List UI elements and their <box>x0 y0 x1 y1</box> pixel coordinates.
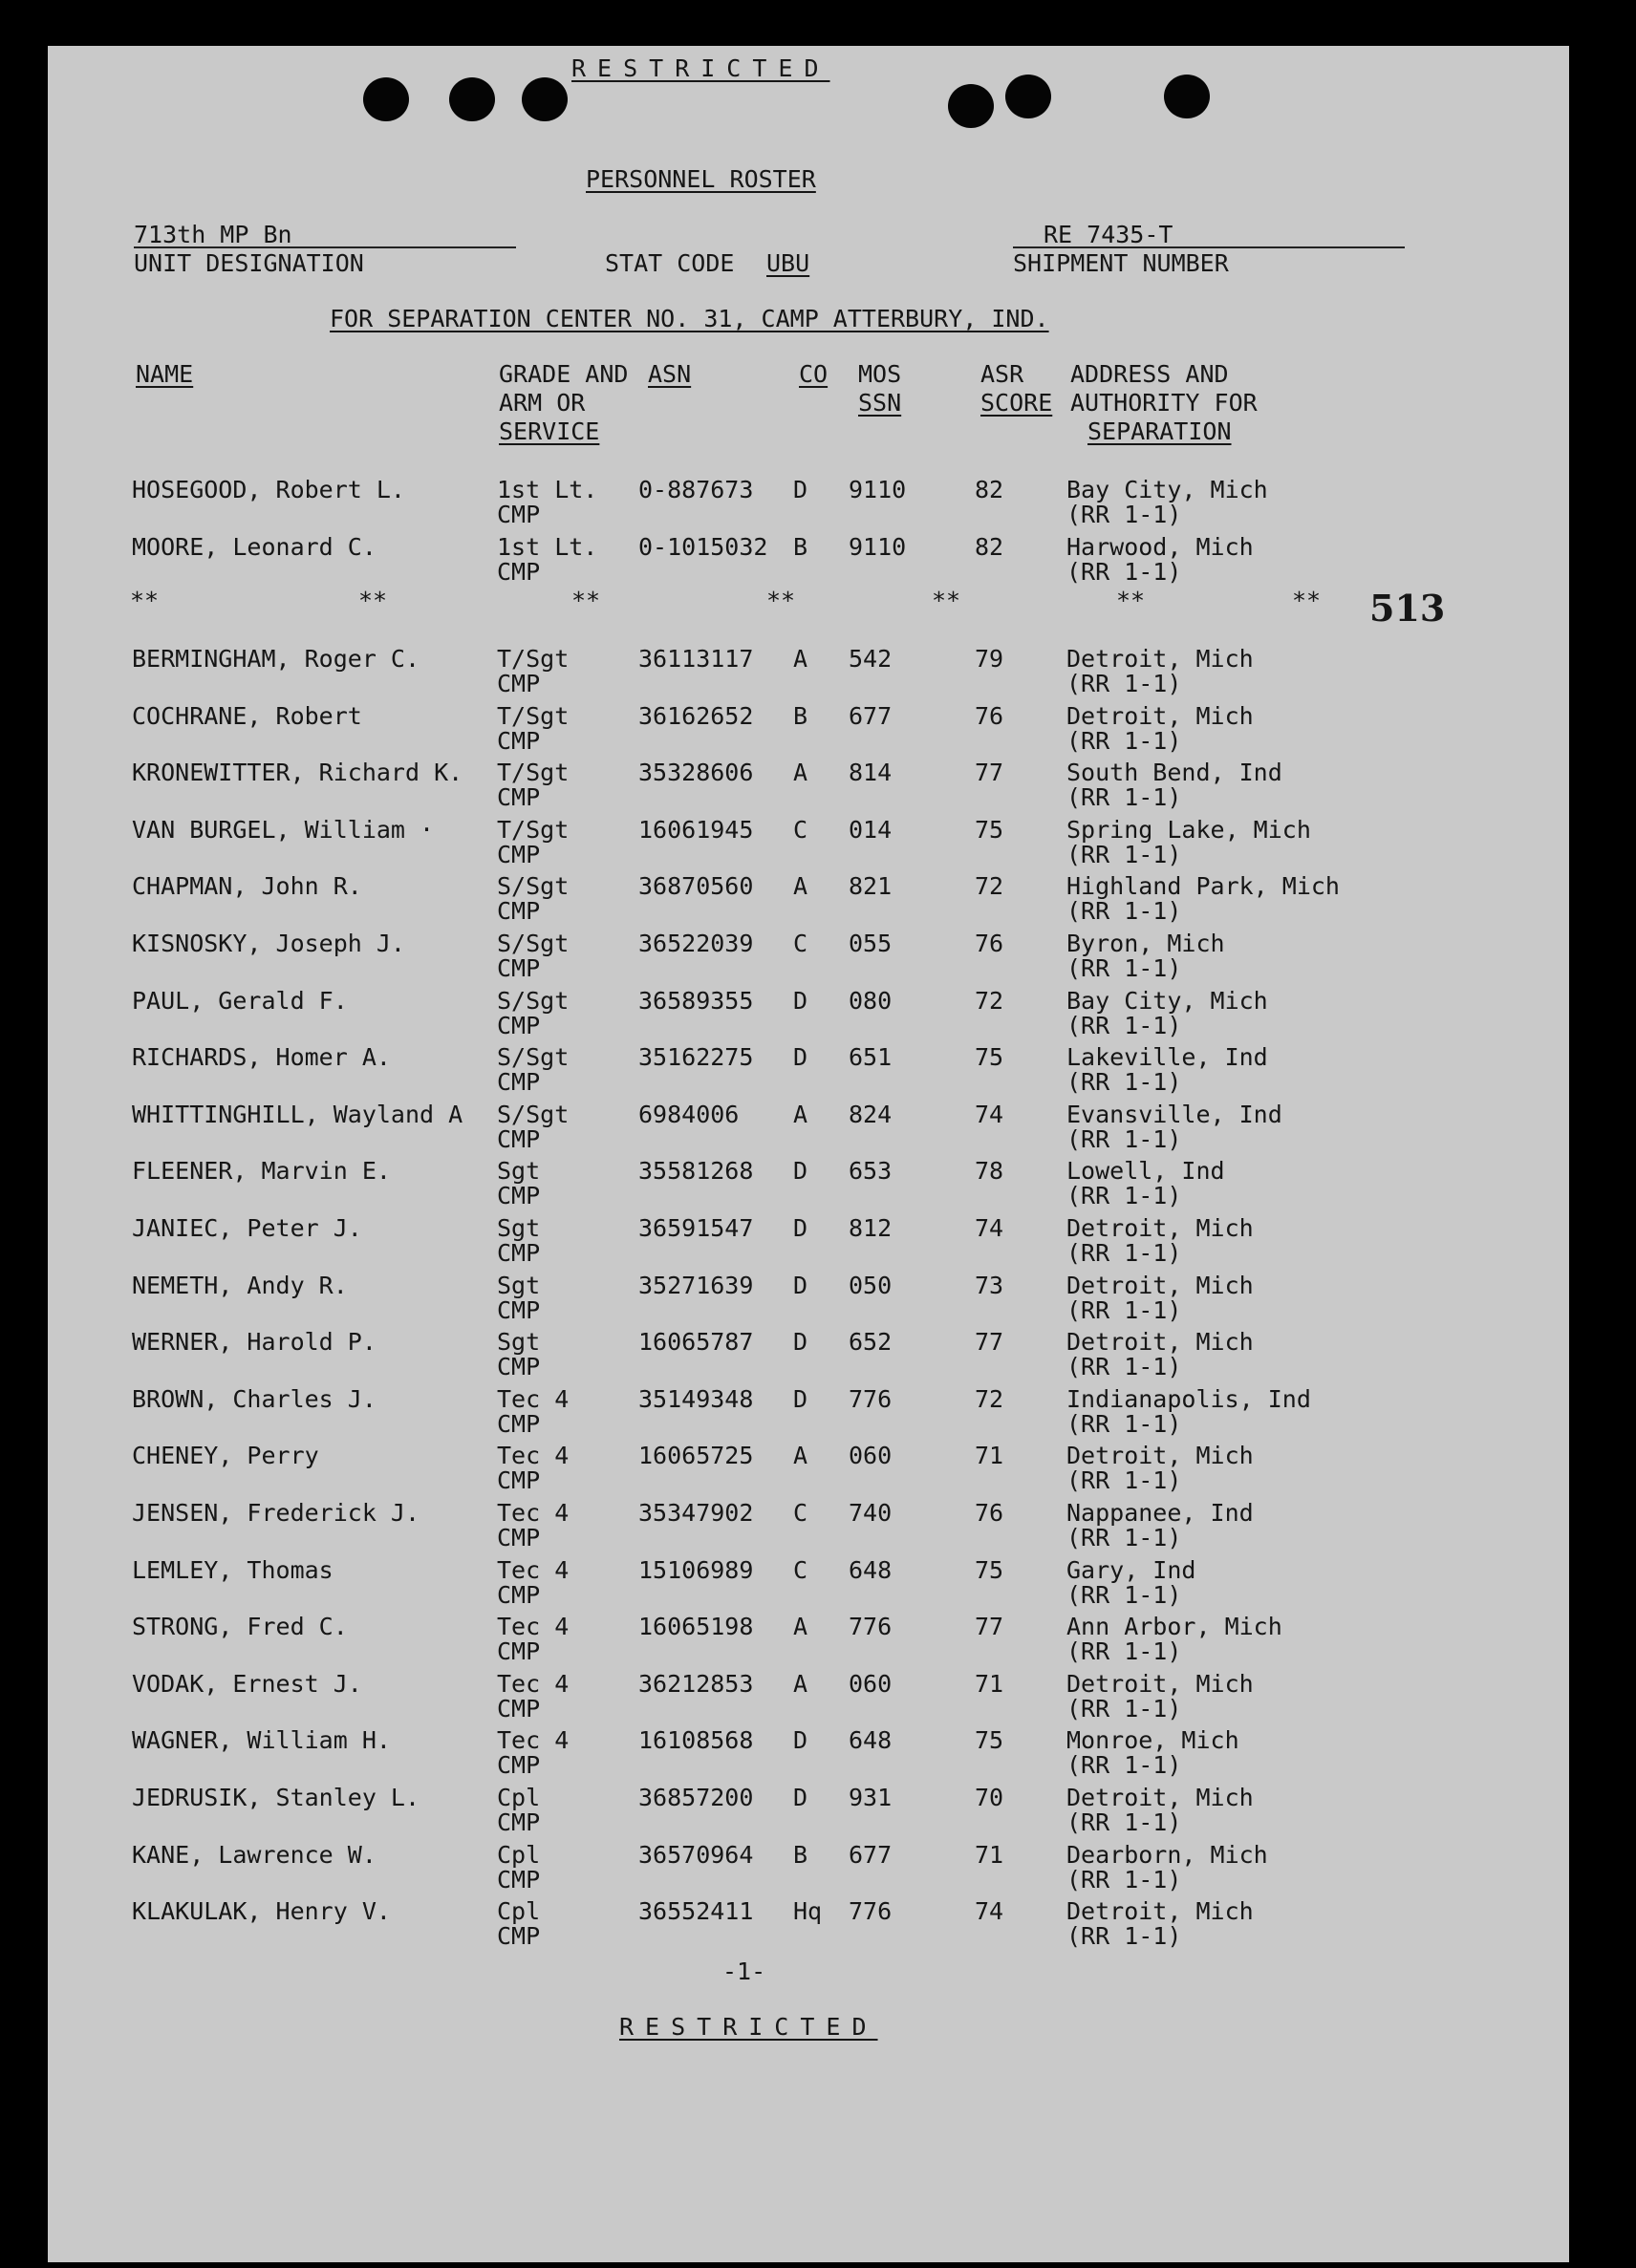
asr-score: 77 <box>975 1613 1004 1641</box>
arm-of-service: CMP <box>497 1068 541 1097</box>
company: A <box>793 872 808 901</box>
company: A <box>793 1100 808 1128</box>
mos-ssn: 651 <box>849 1043 893 1072</box>
company: A <box>793 645 808 673</box>
address: Highland Park, Mich <box>1066 872 1340 901</box>
asr-score: 82 <box>975 476 1004 503</box>
arm-of-service: CMP <box>497 897 541 926</box>
stat-code-value: UBU <box>766 249 810 277</box>
company: D <box>793 1784 808 1811</box>
grade: 1st Lt. <box>497 533 598 561</box>
grade: S/Sgt <box>497 930 570 957</box>
separation-authority: (RR 1-1) <box>1066 1694 1182 1722</box>
grade: T/Sgt <box>497 701 570 730</box>
address: Detroit, Mich <box>1066 1784 1254 1811</box>
grade: Sgt <box>497 1271 541 1299</box>
mos-ssn: 821 <box>849 872 893 901</box>
separation-authority: (RR 1-1) <box>1066 1409 1182 1438</box>
grade: Tec 4 <box>497 1384 570 1413</box>
page-title: PERSONNEL ROSTER <box>586 165 816 193</box>
person-name: PAUL, Gerald F. <box>132 986 348 1015</box>
separation-authority: (RR 1-1) <box>1066 1239 1182 1267</box>
roster-page <box>48 46 1569 2262</box>
person-name: JENSEN, Frederick J. <box>132 1499 420 1527</box>
arm-of-service: CMP <box>497 501 541 528</box>
mos-ssn: 060 <box>849 1669 893 1698</box>
person-name: FLEENER, Marvin E. <box>132 1157 391 1186</box>
grade: Tec 4 <box>497 1555 570 1584</box>
separation-authority: (RR 1-1) <box>1066 1068 1182 1097</box>
grade: Tec 4 <box>497 1726 570 1755</box>
mos-ssn: 648 <box>849 1555 893 1584</box>
asn: 36570964 <box>638 1840 754 1869</box>
arm-of-service: CMP <box>497 840 541 868</box>
unit-line <box>134 246 516 248</box>
company: D <box>793 1726 808 1755</box>
address: Detroit, Mich <box>1066 1669 1254 1698</box>
mos-ssn: 824 <box>849 1100 893 1128</box>
company: A <box>793 1669 808 1698</box>
company: D <box>793 986 808 1015</box>
separation-authority: (RR 1-1) <box>1066 726 1182 755</box>
arm-of-service: CMP <box>497 1922 541 1951</box>
asn: 16065198 <box>638 1613 754 1641</box>
mos-ssn: 740 <box>849 1499 893 1527</box>
grade: Cpl <box>497 1840 541 1869</box>
company: C <box>793 1555 808 1584</box>
separation-authority: (RR 1-1) <box>1066 1353 1182 1381</box>
mos-ssn: 653 <box>849 1157 893 1186</box>
company: D <box>793 1384 808 1413</box>
arm-of-service: CMP <box>497 1694 541 1722</box>
separator-mark: ** <box>1292 587 1322 614</box>
col-grade-2: ARM OR <box>499 389 586 417</box>
mos-ssn: 080 <box>849 986 893 1015</box>
asr-score: 76 <box>975 1499 1004 1527</box>
address: Detroit, Mich <box>1066 1214 1254 1242</box>
col-asr-1: ASR <box>980 360 1024 388</box>
arm-of-service: CMP <box>497 1524 541 1551</box>
asr-score: 74 <box>975 1214 1004 1242</box>
asr-score: 79 <box>975 645 1004 673</box>
person-name: VAN BURGEL, William · <box>132 815 435 844</box>
grade: Cpl <box>497 1784 541 1811</box>
grade: Sgt <box>497 1214 541 1242</box>
company: B <box>793 1840 808 1869</box>
person-name: LEMLEY, Thomas <box>132 1555 334 1584</box>
arm-of-service: CMP <box>497 1353 541 1381</box>
mos-ssn: 648 <box>849 1726 893 1755</box>
address: Bay City, Mich <box>1066 986 1268 1015</box>
address: Lowell, Ind <box>1066 1157 1225 1186</box>
grade: Tec 4 <box>497 1499 570 1527</box>
address: Lakeville, Ind <box>1066 1043 1268 1072</box>
separation-authority: (RR 1-1) <box>1066 670 1182 697</box>
asr-score: 73 <box>975 1271 1004 1299</box>
person-name: KANE, Lawrence W. <box>132 1840 377 1869</box>
col-addr-2: AUTHORITY FOR <box>1070 389 1258 417</box>
asn: 36162652 <box>638 701 754 730</box>
page-number: -1- <box>722 1958 766 1985</box>
separation-authority: (RR 1-1) <box>1066 897 1182 926</box>
col-asr-2: SCORE <box>980 389 1053 417</box>
address: Harwood, Mich <box>1066 533 1254 561</box>
person-name: KISNOSKY, Joseph J. <box>132 930 405 957</box>
separation-authority: (RR 1-1) <box>1066 1751 1182 1780</box>
arm-of-service: CMP <box>497 783 541 812</box>
separation-authority: (RR 1-1) <box>1066 1865 1182 1894</box>
asn: 6984006 <box>638 1100 740 1128</box>
address: Bay City, Mich <box>1066 476 1268 503</box>
company: A <box>793 1613 808 1641</box>
separator-mark: ** <box>766 587 796 614</box>
separation-authority: (RR 1-1) <box>1066 1580 1182 1609</box>
arm-of-service: CMP <box>497 1466 541 1495</box>
address: Monroe, Mich <box>1066 1726 1239 1755</box>
unit-label: UNIT DESIGNATION <box>134 249 364 277</box>
separation-authority: (RR 1-1) <box>1066 1637 1182 1666</box>
person-name: JANIEC, Peter J. <box>132 1214 362 1242</box>
company: D <box>793 1328 808 1357</box>
separator-mark: ** <box>1116 587 1146 614</box>
arm-of-service: CMP <box>497 1808 541 1836</box>
asn: 16108568 <box>638 1726 754 1755</box>
company: D <box>793 1157 808 1186</box>
mos-ssn: 060 <box>849 1442 893 1470</box>
person-name: VODAK, Ernest J. <box>132 1669 362 1698</box>
person-name: MOORE, Leonard C. <box>132 533 377 561</box>
asn: 36212853 <box>638 1669 754 1698</box>
arm-of-service: CMP <box>497 1295 541 1324</box>
company: A <box>793 759 808 787</box>
separation-authority: (RR 1-1) <box>1066 1808 1182 1836</box>
asn: 36591547 <box>638 1214 754 1242</box>
mos-ssn: 9110 <box>849 476 907 503</box>
shipment-value: RE 7435-T <box>1044 221 1173 248</box>
punch-hole <box>449 77 495 121</box>
asr-score: 71 <box>975 1840 1004 1869</box>
asr-score: 76 <box>975 701 1004 730</box>
address: Evansville, Ind <box>1066 1100 1282 1128</box>
arm-of-service: CMP <box>497 1124 541 1153</box>
stat-code-label: STAT CODE <box>605 249 735 277</box>
address: Detroit, Mich <box>1066 1271 1254 1299</box>
grade: T/Sgt <box>497 815 570 844</box>
asn: 35347902 <box>638 1499 754 1527</box>
person-name: STRONG, Fred C. <box>132 1613 348 1641</box>
unit-value: 713th MP Bn <box>134 221 292 248</box>
asr-score: 70 <box>975 1784 1004 1811</box>
asr-score: 72 <box>975 1384 1004 1413</box>
asn: 36552411 <box>638 1897 754 1926</box>
separator-mark: ** <box>571 587 601 614</box>
separation-authority: (RR 1-1) <box>1066 1182 1182 1210</box>
col-addr-3: SEPARATION <box>1087 417 1232 445</box>
person-name: CHAPMAN, John R. <box>132 872 362 901</box>
separation-authority: (RR 1-1) <box>1066 501 1182 528</box>
separation-authority: (RR 1-1) <box>1066 783 1182 812</box>
person-name: KRONEWITTER, Richard K. <box>132 759 463 787</box>
grade: S/Sgt <box>497 872 570 901</box>
col-mos-2: SSN <box>858 389 902 417</box>
asn: 36522039 <box>638 930 754 957</box>
col-name: NAME <box>136 360 194 388</box>
company: B <box>793 701 808 730</box>
shipment-line <box>1013 246 1405 248</box>
address: Detroit, Mich <box>1066 1897 1254 1926</box>
address: Dearborn, Mich <box>1066 1840 1268 1869</box>
mos-ssn: 677 <box>849 701 893 730</box>
separation-authority: (RR 1-1) <box>1066 1011 1182 1039</box>
asr-score: 74 <box>975 1897 1004 1926</box>
company: D <box>793 476 808 503</box>
separation-authority: (RR 1-1) <box>1066 954 1182 982</box>
company: D <box>793 1043 808 1072</box>
asr-score: 82 <box>975 533 1004 561</box>
address: Nappanee, Ind <box>1066 1499 1254 1527</box>
asn: 16061945 <box>638 815 754 844</box>
person-name: BERMINGHAM, Roger C. <box>132 645 420 673</box>
arm-of-service: CMP <box>497 1182 541 1210</box>
col-grade-3: SERVICE <box>499 417 600 445</box>
address: Spring Lake, Mich <box>1066 815 1311 844</box>
person-name: KLAKULAK, Henry V. <box>132 1897 391 1926</box>
asn: 36857200 <box>638 1784 754 1811</box>
mos-ssn: 776 <box>849 1897 893 1926</box>
separator-mark: ** <box>358 587 388 614</box>
mos-ssn: 677 <box>849 1840 893 1869</box>
arm-of-service: CMP <box>497 558 541 586</box>
page-mark: 513 <box>1369 587 1446 630</box>
address: Detroit, Mich <box>1066 1328 1254 1357</box>
company: D <box>793 1214 808 1242</box>
classification-top: RESTRICTED <box>571 54 830 82</box>
asr-score: 72 <box>975 872 1004 901</box>
grade: S/Sgt <box>497 1100 570 1128</box>
address: Gary, Ind <box>1066 1555 1196 1584</box>
grade: T/Sgt <box>497 645 570 673</box>
address: Detroit, Mich <box>1066 645 1254 673</box>
grade: T/Sgt <box>497 759 570 787</box>
person-name: RICHARDS, Homer A. <box>132 1043 391 1072</box>
person-name: BROWN, Charles J. <box>132 1384 377 1413</box>
col-co: CO <box>799 360 829 388</box>
separator-mark: ** <box>130 587 160 614</box>
asn: 16065725 <box>638 1442 754 1470</box>
asn: 0-1015032 <box>638 533 768 561</box>
separation-authority: (RR 1-1) <box>1066 558 1182 586</box>
asn: 35271639 <box>638 1271 754 1299</box>
person-name: JEDRUSIK, Stanley L. <box>132 1784 420 1811</box>
arm-of-service: CMP <box>497 670 541 697</box>
arm-of-service: CMP <box>497 1239 541 1267</box>
asn: 36589355 <box>638 986 754 1015</box>
asn: 36870560 <box>638 872 754 901</box>
asn: 35149348 <box>638 1384 754 1413</box>
mos-ssn: 931 <box>849 1784 893 1811</box>
grade: Sgt <box>497 1328 541 1357</box>
company: C <box>793 930 808 957</box>
punch-hole <box>363 77 409 121</box>
mos-ssn: 812 <box>849 1214 893 1242</box>
arm-of-service: CMP <box>497 954 541 982</box>
asr-score: 77 <box>975 1328 1004 1357</box>
destination: FOR SEPARATION CENTER NO. 31, CAMP ATTERBURY, IND. <box>330 305 1049 332</box>
company: B <box>793 533 808 561</box>
arm-of-service: CMP <box>497 1751 541 1780</box>
punch-hole <box>1005 75 1051 118</box>
address: Byron, Mich <box>1066 930 1225 957</box>
arm-of-service: CMP <box>497 1011 541 1039</box>
asr-score: 75 <box>975 815 1004 844</box>
asr-score: 77 <box>975 759 1004 787</box>
grade: Tec 4 <box>497 1669 570 1698</box>
mos-ssn: 814 <box>849 759 893 787</box>
mos-ssn: 776 <box>849 1384 893 1413</box>
mos-ssn: 014 <box>849 815 893 844</box>
grade: 1st Lt. <box>497 476 598 503</box>
mos-ssn: 9110 <box>849 533 907 561</box>
mos-ssn: 050 <box>849 1271 893 1299</box>
address: Detroit, Mich <box>1066 1442 1254 1470</box>
mos-ssn: 542 <box>849 645 893 673</box>
company: C <box>793 815 808 844</box>
grade: Tec 4 <box>497 1442 570 1470</box>
company: A <box>793 1442 808 1470</box>
address: Ann Arbor, Mich <box>1066 1613 1282 1641</box>
separator-mark: ** <box>932 587 961 614</box>
person-name: HOSEGOOD, Robert L. <box>132 476 405 503</box>
asn: 35328606 <box>638 759 754 787</box>
col-addr-1: ADDRESS AND <box>1070 360 1229 388</box>
person-name: WAGNER, William H. <box>132 1726 391 1755</box>
person-name: COCHRANE, Robert <box>132 701 362 730</box>
separation-authority: (RR 1-1) <box>1066 1922 1182 1951</box>
person-name: WHITTINGHILL, Wayland A <box>132 1100 463 1128</box>
punch-hole <box>522 77 568 121</box>
mos-ssn: 776 <box>849 1613 893 1641</box>
arm-of-service: CMP <box>497 1580 541 1609</box>
asr-score: 78 <box>975 1157 1004 1186</box>
mos-ssn: 652 <box>849 1328 893 1357</box>
classification-bottom: RESTRICTED <box>619 2013 878 2041</box>
asr-score: 75 <box>975 1043 1004 1072</box>
grade: S/Sgt <box>497 1043 570 1072</box>
asr-score: 71 <box>975 1669 1004 1698</box>
arm-of-service: CMP <box>497 726 541 755</box>
shipment-label: SHIPMENT NUMBER <box>1013 249 1229 277</box>
address: South Bend, Ind <box>1066 759 1282 787</box>
asn: 16065787 <box>638 1328 754 1357</box>
separation-authority: (RR 1-1) <box>1066 1124 1182 1153</box>
punch-hole <box>1164 75 1210 118</box>
grade: Tec 4 <box>497 1613 570 1641</box>
col-grade-1: GRADE AND <box>499 360 629 388</box>
grade: Cpl <box>497 1897 541 1926</box>
company: C <box>793 1499 808 1527</box>
asn: 36113117 <box>638 645 754 673</box>
arm-of-service: CMP <box>497 1409 541 1438</box>
arm-of-service: CMP <box>497 1865 541 1894</box>
col-mos-1: MOS <box>858 360 902 388</box>
grade: S/Sgt <box>497 986 570 1015</box>
person-name: WERNER, Harold P. <box>132 1328 377 1357</box>
address: Indianapolis, Ind <box>1066 1384 1311 1413</box>
asn: 15106989 <box>638 1555 754 1584</box>
address: Detroit, Mich <box>1066 701 1254 730</box>
mos-ssn: 055 <box>849 930 893 957</box>
col-asn: ASN <box>648 360 692 388</box>
separation-authority: (RR 1-1) <box>1066 1466 1182 1495</box>
person-name: CHENEY, Perry <box>132 1442 319 1470</box>
arm-of-service: CMP <box>497 1637 541 1666</box>
asn: 0-887673 <box>638 476 754 503</box>
asr-score: 75 <box>975 1555 1004 1584</box>
company: Hq <box>793 1897 823 1926</box>
asn: 35162275 <box>638 1043 754 1072</box>
asr-score: 72 <box>975 986 1004 1015</box>
grade: Sgt <box>497 1157 541 1186</box>
separation-authority: (RR 1-1) <box>1066 1524 1182 1551</box>
punch-hole <box>948 84 994 128</box>
asr-score: 75 <box>975 1726 1004 1755</box>
asr-score: 76 <box>975 930 1004 957</box>
asr-score: 74 <box>975 1100 1004 1128</box>
asr-score: 71 <box>975 1442 1004 1470</box>
company: D <box>793 1271 808 1299</box>
person-name: NEMETH, Andy R. <box>132 1271 348 1299</box>
asn: 35581268 <box>638 1157 754 1186</box>
separation-authority: (RR 1-1) <box>1066 840 1182 868</box>
separation-authority: (RR 1-1) <box>1066 1295 1182 1324</box>
